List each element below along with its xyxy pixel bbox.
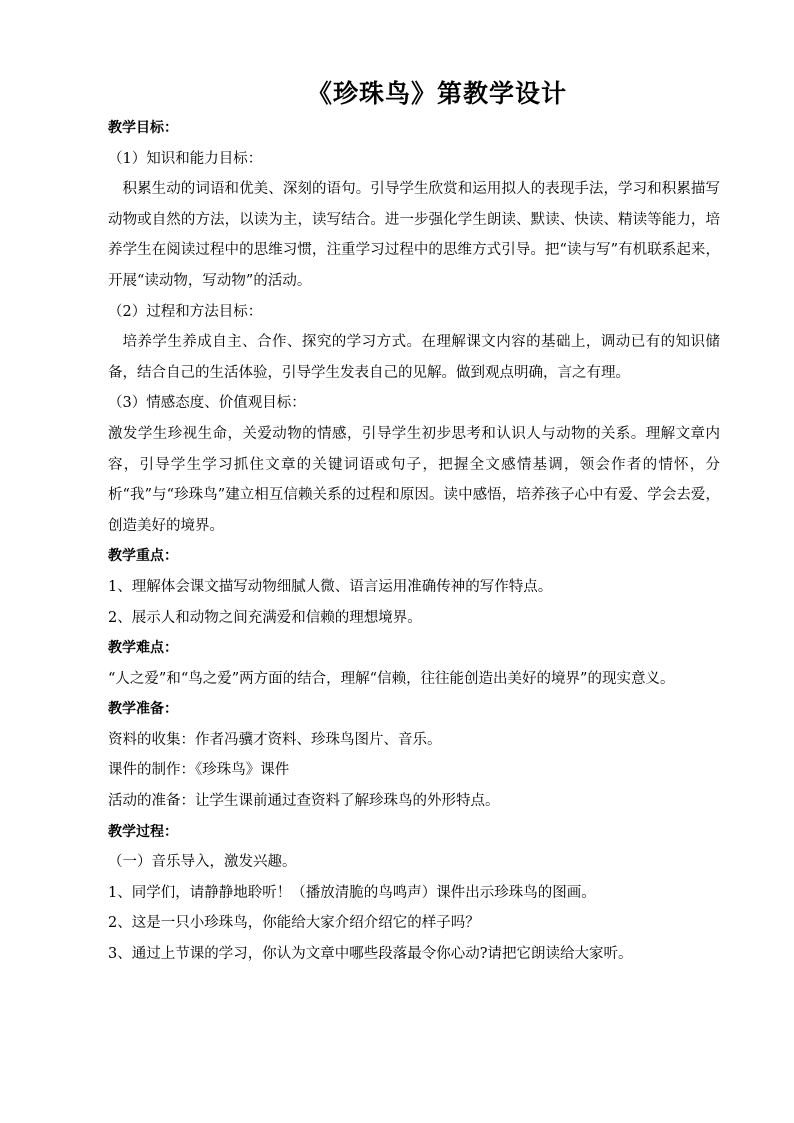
preparation-heading: 教学准备： — [108, 701, 178, 718]
emotion-heading: （3）情感态度、价值观目标： — [108, 395, 306, 412]
process-step: 1、同学们，请静静地聆听！（播放清脆的鸟鸣声）课件出示珍珠鸟的图画。 — [108, 884, 596, 901]
difficulties-paragraph: “人之爱”和“鸟之爱”两方面的结合，理解“信赖，往往能创造出美好的境界”的现实意义。 — [108, 670, 675, 687]
preparation-item: 课件的制作：《珍珠鸟》课件 — [108, 762, 290, 779]
process-method-heading: （2）过程和方法目标： — [108, 303, 263, 320]
process-step: 3、通过上节课的学习，你认为文章中哪些段落最令你心动?请把它朗读给大家听。 — [108, 946, 633, 963]
key-point-item: 1、理解体会课文描写动物细腻人微、语言运用准确传神的写作特点。 — [108, 578, 553, 595]
key-point-item: 2、展示人和动物之间充满爱和信赖的理想境界。 — [108, 609, 422, 626]
knowledge-heading: （1）知识和能力目标： — [108, 150, 263, 167]
process-method-paragraph: 培养学生养成自主、合作、探究的学习方式。在理解课文内容的基础上，调动已有的知识储备，结合自己的生活体验，引导学生发表自己的见解。做到观点明确，言之有理。 — [108, 334, 720, 381]
process-section-title: （一）音乐导入，激发兴趣。 — [108, 854, 297, 871]
preparation-item: 活动的准备：让学生课前通过查资料了解珍珠鸟的外形特点。 — [108, 793, 500, 810]
key-points-heading: 教学重点： — [108, 548, 178, 565]
page-title: 《珍珠鸟》第教学设计 — [306, 79, 567, 108]
process-step: 2、这是一只小珍珠鸟，你能给大家介绍介绍它的样子吗？ — [108, 915, 480, 932]
difficulties-heading: 教学难点： — [108, 640, 178, 657]
process-heading: 教学过程： — [108, 823, 178, 840]
document-body — [108, 113, 720, 970]
objectives-heading: 教学目标： — [108, 120, 178, 136]
emotion-paragraph: 激发学生珍视生命，关爱动物的情感，引导学生初步思考和认识人与动物的关系。理解文章内容，引导学生学习抓住文章的关键词语或句子，把握全文感情基调，领会作者的情怀，分析“我”与“珍珠鸟”建立相互信赖关系的过程和原因。读中感悟，培养孩子心中有爱、学会去爱，创造美好的境界。 — [108, 425, 720, 534]
knowledge-paragraph: 积累生动的词语和优美、深刻的语句。引导学生欣赏和运用拟人的表现手法，学习和积累描写动物或自然的方法，以读为主，读写结合。进一步强化学生朗读、默读、快读、精读等能力，培养学生在阅读过程中的思维习惯，注重学习过程中的思维方式引导。把“读与写”有机联系起来，开展“读动物，写动物”的活动。 — [108, 181, 720, 289]
preparation-item: 资料的收集：作者冯骥才资料、珍珠鸟图片、音乐。 — [108, 731, 442, 748]
